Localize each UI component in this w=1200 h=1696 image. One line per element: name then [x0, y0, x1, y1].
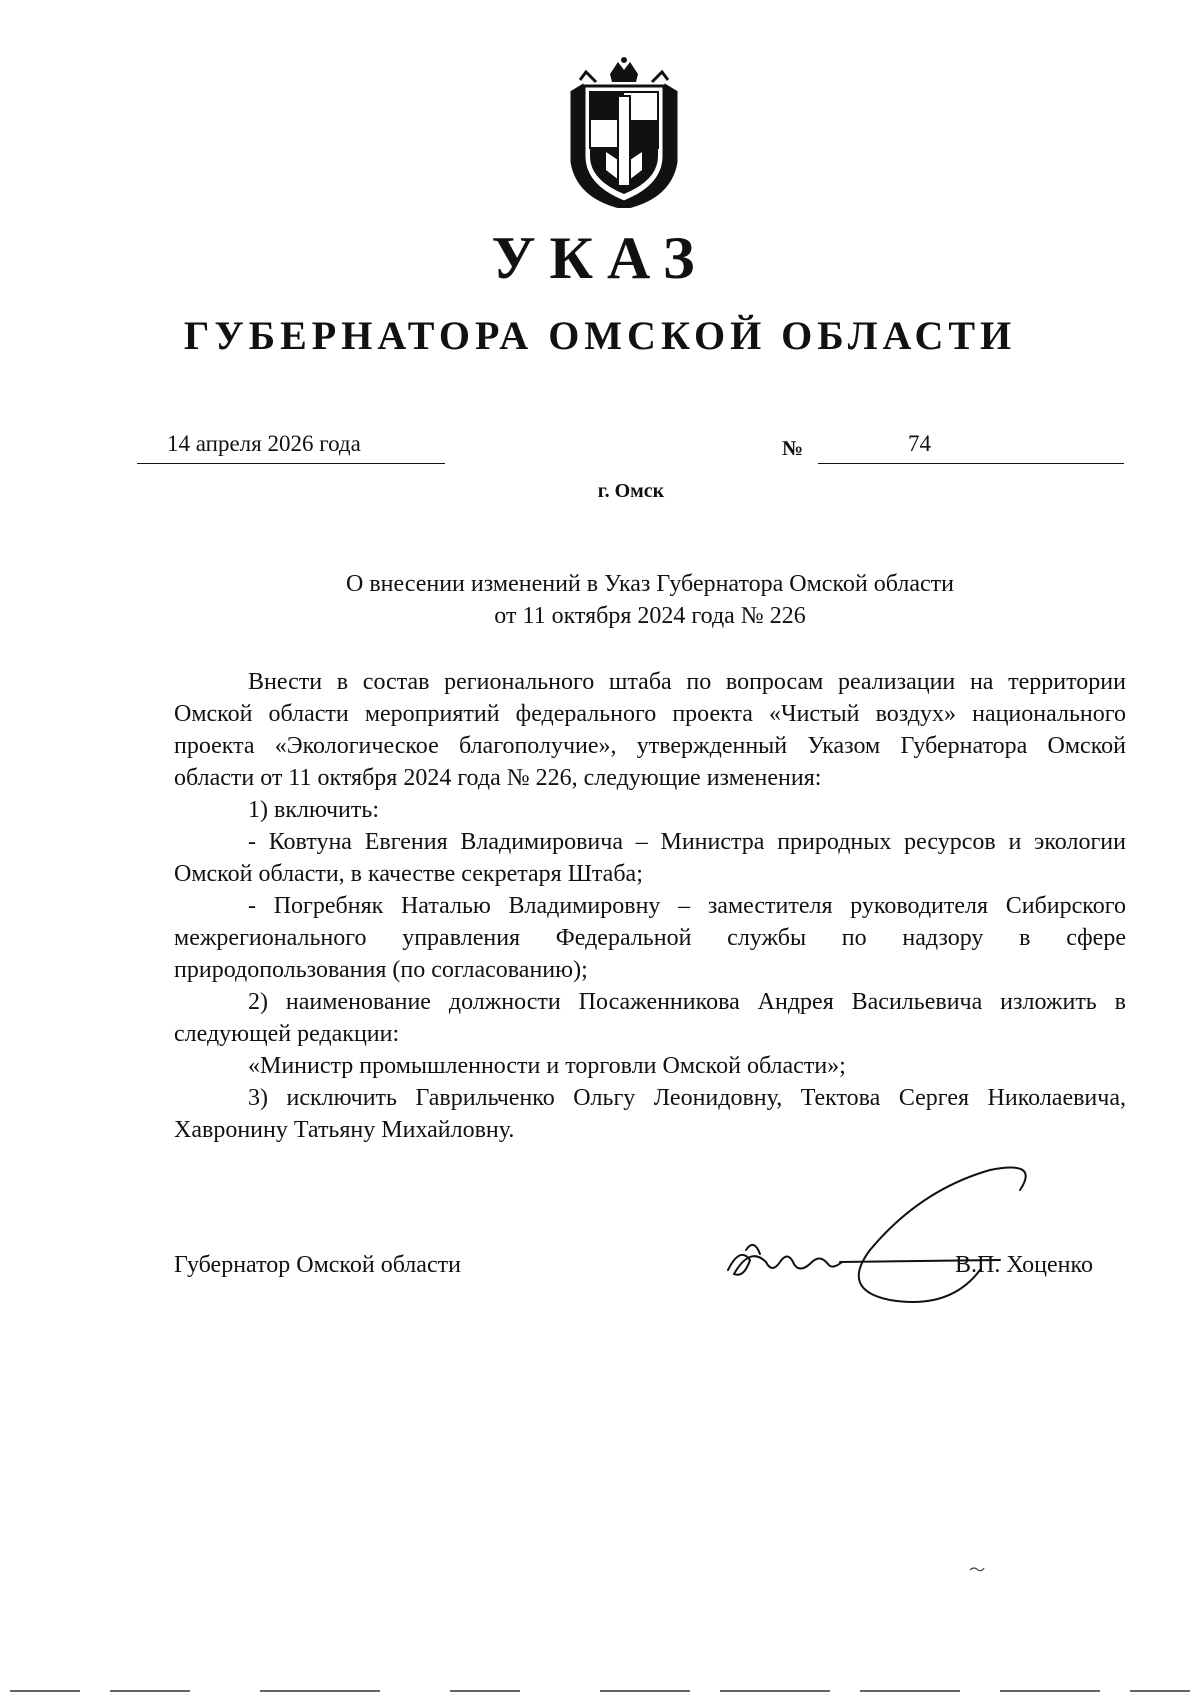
document-subtitle: ГУБЕРНАТОРА ОМСКОЙ ОБЛАСТИ	[183, 313, 1017, 358]
number-field	[818, 431, 1124, 464]
document-title: УКАЗ	[491, 225, 709, 291]
signatory-position: Губернатор Омской области	[174, 1252, 461, 1278]
date-field	[137, 431, 445, 464]
subject-line-2: от 11 октября 2024 года № 226	[494, 603, 806, 629]
document-date: 14 апреля 2026 года	[167, 431, 361, 456]
body-item-2-text: «Министр промышленности и торговли Омской области»;	[248, 1053, 846, 1079]
handwritten-signature	[720, 1150, 1040, 1310]
body-item-3: 3) исключить Гаврильченко Ольгу Леонидовну, Тектова Сергея Николаевича, Хавронину Татьяну Михайловну.	[174, 1085, 1126, 1143]
document-body	[174, 666, 1126, 1146]
body-intro-paragraph: Внести в состав регионального штаба по вопросам реализации на территории Омской области мероприятий федерального проекта «Чистый воздух» национального проекта «Экологическое благополучие», утвержденный Указом Губернатора Омской области от 11 октября 2024 года № 226, следующие изменения:	[174, 669, 1126, 791]
number-sign: №	[782, 436, 804, 460]
document-subject	[180, 568, 1120, 632]
coat-of-arms-emblem	[566, 52, 682, 208]
scan-edge-artifact	[0, 1690, 1200, 1692]
signatory-name: В.П. Хоценко	[955, 1252, 1093, 1278]
scan-mark	[968, 1564, 986, 1574]
document-city: г. Омск	[597, 480, 665, 502]
body-item-1: 1) включить:	[248, 797, 379, 823]
body-item-1b: - Погребняк Наталью Владимировну – заместителя руководителя Сибирского межрегионального управления Федеральной службы по надзору в сфере природопользования (по согласованию);	[174, 893, 1126, 983]
document-number: 74	[908, 431, 931, 456]
body-item-2: 2) наименование должности Посаженникова Андрея Васильевича изложить в следующей редакции:	[174, 989, 1126, 1047]
subject-line-1: О внесении изменений в Указ Губернатора Омской области	[346, 571, 954, 597]
body-item-1a: - Ковтуна Евгения Владимировича – Министра природных ресурсов и экологии Омской области, в качестве секретаря Штаба;	[174, 829, 1126, 887]
